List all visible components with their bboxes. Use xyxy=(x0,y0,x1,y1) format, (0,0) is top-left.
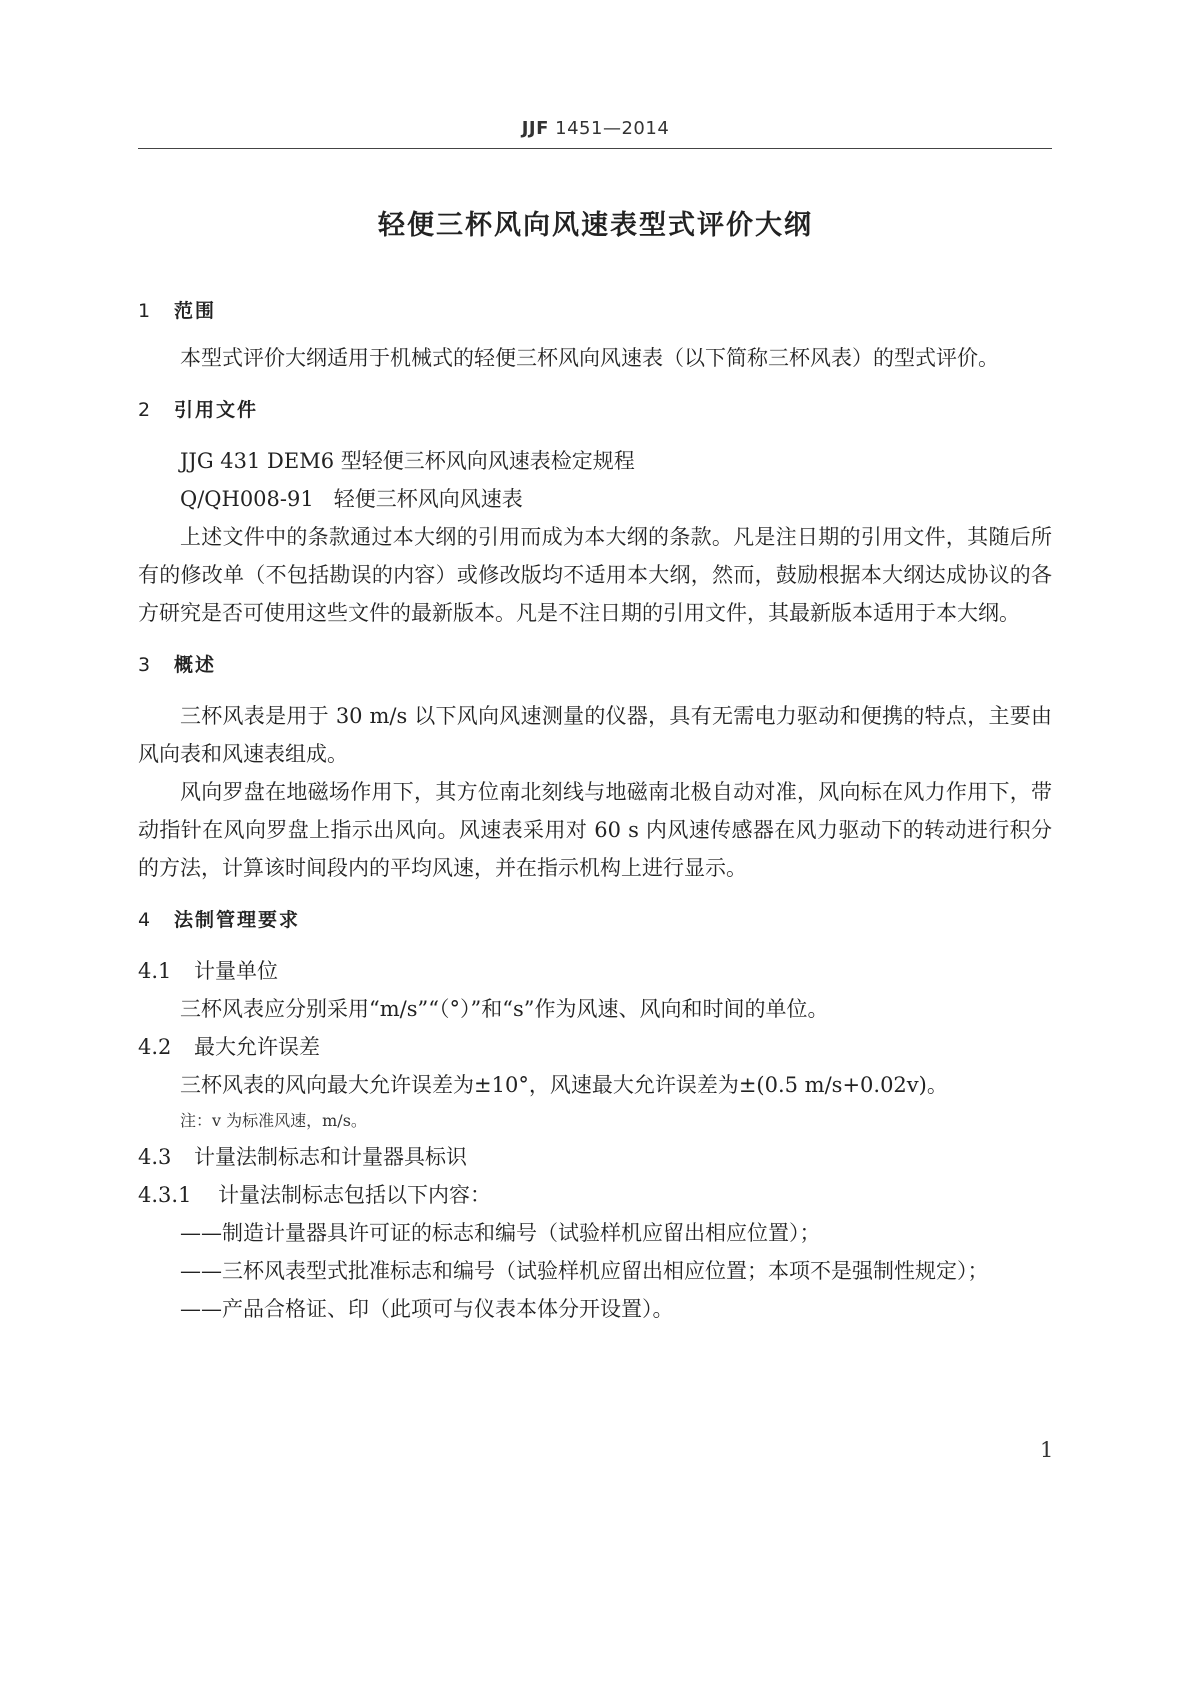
section-4-1-heading: 4.1 计量单位 xyxy=(138,959,278,983)
section-4-heading: 4 法制管理要求 xyxy=(138,909,301,931)
section-2-heading: 2 引用文件 xyxy=(138,399,259,421)
document-body xyxy=(138,292,1052,1328)
document-title: 轻便三杯风向风速表型式评价大纲 xyxy=(378,210,813,241)
list-item: ——制造计量器具许可证的标志和编号（试验样机应留出相应位置）； xyxy=(180,1221,821,1245)
reference-1: JJG 431 DEM6 型轻便三杯风向风速表检定规程 xyxy=(180,449,635,473)
list-item: ——三杯风表型式批准标志和编号（试验样机应留出相应位置；本项不是强制性规定）； xyxy=(180,1259,989,1283)
section-4-3-1-heading: 4.3.1 计量法制标志包括以下内容： xyxy=(138,1183,491,1207)
header-rule xyxy=(138,148,1052,149)
page-header xyxy=(0,118,1191,139)
standard-code: JJF xyxy=(521,118,549,139)
section-3-heading: 3 概述 xyxy=(138,654,217,676)
section-1-body: 本型式评价大纲适用于机械式的轻便三杯风向风速表（以下简称三杯风表）的型式评价。 xyxy=(180,346,999,370)
section-3-para-2: 风向罗盘在地磁场作用下，其方位南北刻线与地磁南北极自动对准，风向标在风力作用下，带动指针在风向罗盘上指示出风向。风速表采用对 60 s 内风速传感器在风力驱动下的转动进行积分的方法，计算该时间段内的平均风速，并在指示机构上进行显示。 xyxy=(138,780,1052,880)
section-4-2-note: 注：v 为标准风速，m/s。 xyxy=(180,1111,367,1130)
section-3-para-1: 三杯风表是用于 30 m/s 以下风向风速测量的仪器，具有无需电力驱动和便携的特点，主要由风向表和风速表组成。 xyxy=(138,704,1052,766)
section-4-1-body: 三杯风表应分别采用“m/s”“（°）”和“s”作为风速、风向和时间的单位。 xyxy=(180,997,829,1021)
standard-number: 1451—2014 xyxy=(555,118,670,139)
section-2-body: 上述文件中的条款通过本大纲的引用而成为本大纲的条款。凡是注日期的引用文件，其随后所有的修改单（不包括勘误的内容）或修改版均不适用本大纲，然而，鼓励根据本大纲达成协议的各方研究是否可使用这些文件的最新版本。凡是不注日期的引用文件，其最新版本适用于本大纲。 xyxy=(138,525,1052,625)
page-number: 1 xyxy=(1040,1438,1054,1462)
section-4-2-heading: 4.2 最大允许误差 xyxy=(138,1035,320,1059)
reference-2: Q/QH008-91 轻便三杯风向风速表 xyxy=(180,487,523,511)
section-4-3-heading: 4.3 计量法制标志和计量器具标识 xyxy=(138,1145,467,1169)
section-1-heading: 1 范围 xyxy=(138,300,217,322)
section-4-2-body: 三杯风表的风向最大允许误差为±10°，风速最大允许误差为±(0.5 m/s+0.02v)。 xyxy=(180,1073,948,1097)
list-item: ——产品合格证、印（此项可与仪表本体分开设置）。 xyxy=(180,1297,674,1321)
